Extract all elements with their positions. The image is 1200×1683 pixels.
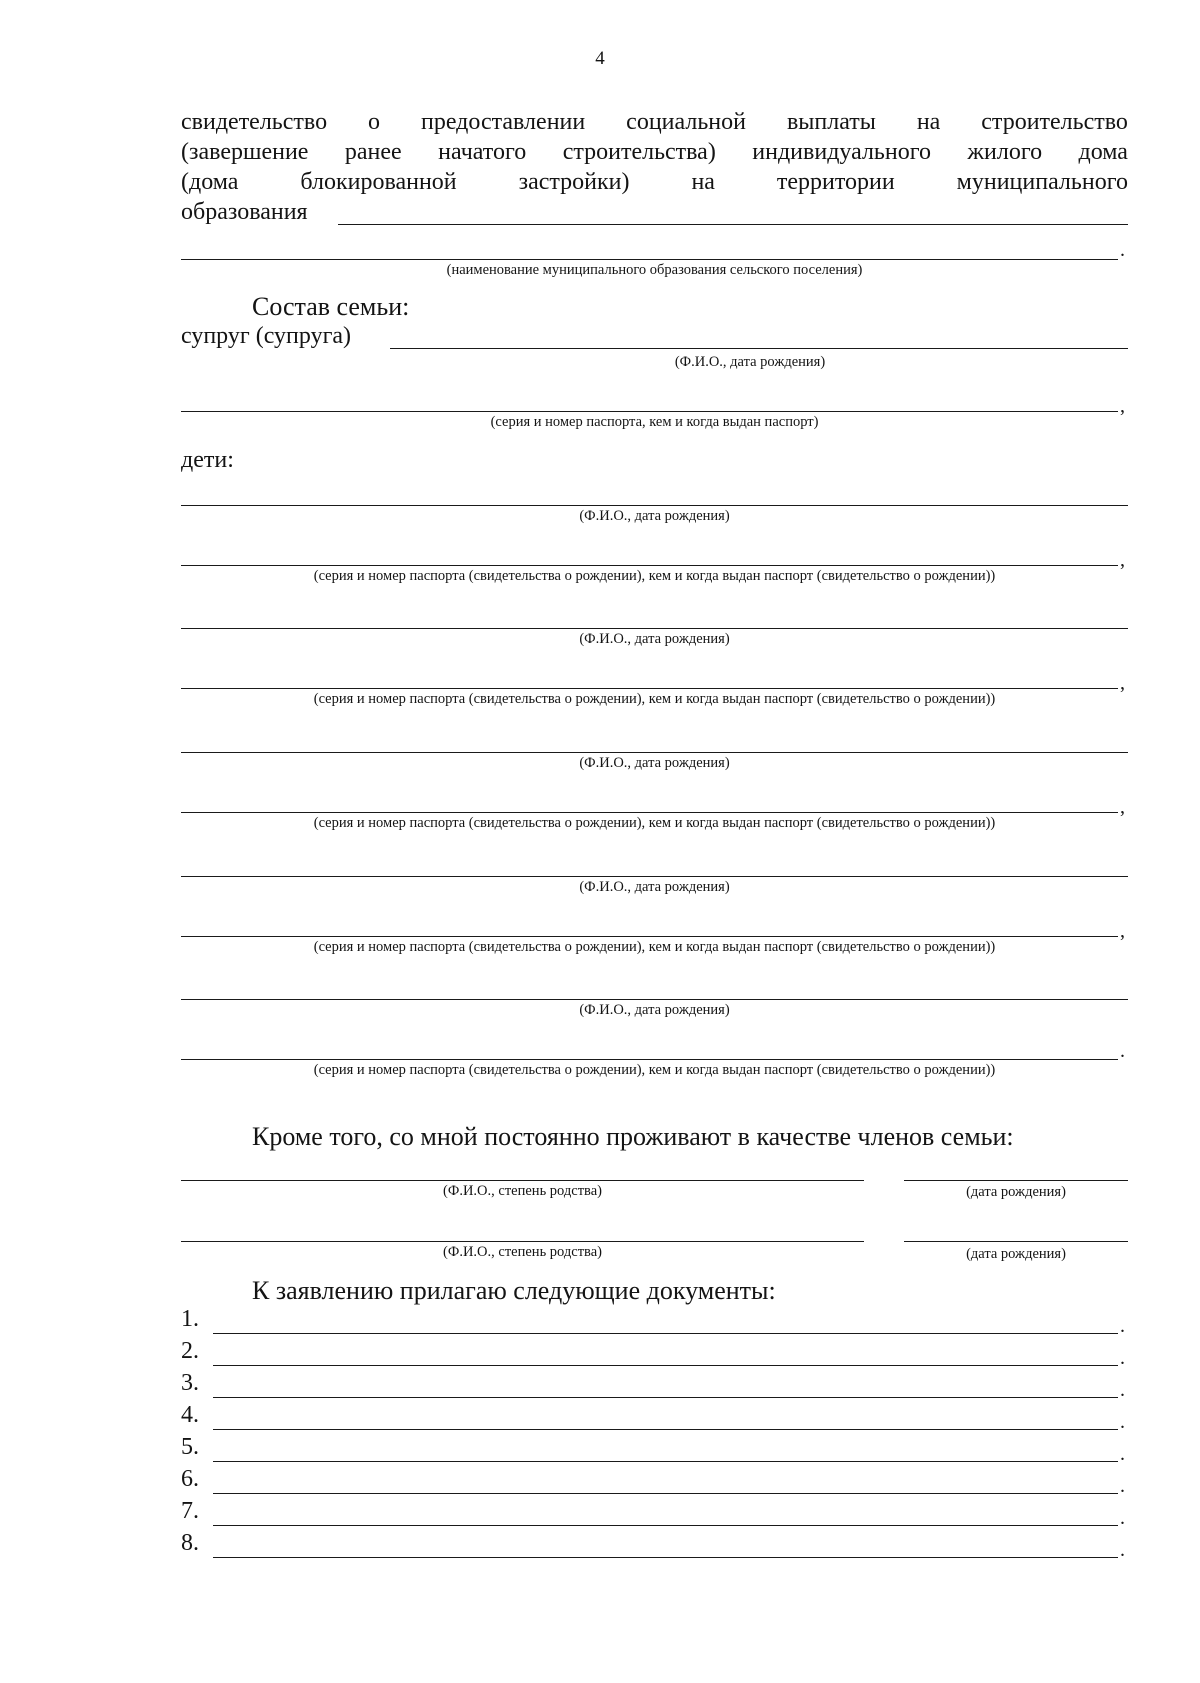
intro-word: строительства) (562, 139, 716, 165)
child-name-line[interactable] (181, 505, 1128, 506)
intro-line-1 (181, 108, 1128, 136)
child-document-line[interactable] (181, 1059, 1118, 1060)
child-document-caption: (серия и номер паспорта (свидетельства о рождении), кем и когда выдан паспорт (свидетельство о рождении)) (313, 1062, 996, 1078)
child-document-line[interactable] (181, 688, 1118, 689)
intro-word: муниципального (956, 169, 1128, 195)
intro-word: строительство (981, 109, 1128, 135)
child-document-line[interactable] (181, 936, 1118, 937)
intro-word: (завершение (181, 139, 309, 165)
attachment-line[interactable] (213, 1493, 1118, 1494)
attachment-line[interactable] (213, 1397, 1118, 1398)
period-mark: . (1120, 239, 1125, 261)
comma-mark: , (1120, 920, 1125, 942)
other-member-name-caption: (Ф.И.О., степень родства) (443, 1183, 602, 1199)
child-name-line[interactable] (181, 752, 1128, 753)
child-name-caption: (Ф.И.О., дата рождения) (579, 755, 730, 771)
children-label: дети: (181, 447, 234, 473)
intro-word: дома (1078, 139, 1128, 165)
child-name-caption: (Ф.И.О., дата рождения) (579, 1002, 730, 1018)
child-document-line[interactable] (181, 565, 1118, 566)
municipality-field-line-2[interactable] (181, 259, 1118, 260)
child-document-line[interactable] (181, 812, 1118, 813)
other-member-name-line[interactable] (181, 1241, 864, 1242)
attachment-number: 6. (181, 1466, 199, 1492)
intro-word: застройки) (518, 169, 630, 195)
attachment-number: 3. (181, 1370, 199, 1396)
spouse-passport-line[interactable] (181, 411, 1118, 412)
comma-mark: , (1120, 672, 1125, 694)
child-name-line[interactable] (181, 999, 1128, 1000)
child-name-caption: (Ф.И.О., дата рождения) (579, 879, 730, 895)
intro-line-4: образования (181, 199, 308, 225)
other-member-name-caption: (Ф.И.О., степень родства) (443, 1244, 602, 1260)
child-document-caption: (серия и номер паспорта (свидетельства о рождении), кем и когда выдан паспорт (свидетельство о рождении)) (313, 568, 996, 584)
period-mark: . (1120, 1411, 1125, 1433)
child-document-caption: (серия и номер паспорта (свидетельства о рождении), кем и когда выдан паспорт (свидетельство о рождении)) (313, 939, 996, 955)
period-mark: . (1120, 1347, 1125, 1369)
municipality-caption: (наименование муниципального образования сельского поселения) (446, 262, 863, 278)
others-heading: Кроме того, со мной постоянно проживают в качестве членов семьи: (252, 1122, 1014, 1151)
spouse-label: супруг (супруга) (181, 323, 352, 349)
comma-mark: , (1120, 395, 1125, 417)
child-name-line[interactable] (181, 628, 1128, 629)
intro-word: на (916, 109, 941, 135)
attachment-line[interactable] (213, 1461, 1118, 1462)
spouse-name-line[interactable] (390, 348, 1128, 349)
period-mark: . (1120, 1539, 1125, 1561)
attachment-line[interactable] (213, 1557, 1118, 1558)
intro-word: блокированной (300, 169, 457, 195)
intro-word: территории (776, 169, 895, 195)
period-mark: . (1120, 1315, 1125, 1337)
intro-word: начатого (438, 139, 527, 165)
intro-word: (дома (181, 169, 239, 195)
attachment-number: 2. (181, 1338, 199, 1364)
other-member-date-line[interactable] (904, 1180, 1128, 1181)
period-mark: . (1120, 1475, 1125, 1497)
spouse-name-caption: (Ф.И.О., дата рождения) (674, 354, 826, 370)
family-heading: Состав семьи: (252, 292, 410, 321)
attachment-number: 1. (181, 1306, 199, 1332)
other-member-date-caption: (дата рождения) (966, 1184, 1066, 1200)
child-name-caption: (Ф.И.О., дата рождения) (579, 508, 730, 524)
intro-word: индивидуального (752, 139, 931, 165)
comma-mark: , (1120, 796, 1125, 818)
child-document-caption: (серия и номер паспорта (свидетельства о рождении), кем и когда выдан паспорт (свидетельство о рождении)) (313, 691, 996, 707)
spouse-passport-caption: (серия и номер паспорта, кем и когда выдан паспорт) (490, 414, 819, 430)
attachment-line[interactable] (213, 1429, 1118, 1430)
intro-word: на (691, 169, 715, 195)
child-name-line[interactable] (181, 876, 1128, 877)
child-name-caption: (Ф.И.О., дата рождения) (579, 631, 730, 647)
intro-word: жилого (967, 139, 1043, 165)
attachment-line[interactable] (213, 1365, 1118, 1366)
attachment-line[interactable] (213, 1525, 1118, 1526)
intro-word: свидетельство (181, 109, 328, 135)
period-mark: . (1120, 1507, 1125, 1529)
other-member-name-line[interactable] (181, 1180, 864, 1181)
municipality-field-line[interactable] (338, 224, 1128, 225)
intro-line-2 (181, 138, 1128, 166)
attachment-number: 8. (181, 1530, 199, 1556)
period-mark: . (1120, 1040, 1125, 1062)
period-mark: . (1120, 1443, 1125, 1465)
attachment-number: 7. (181, 1498, 199, 1524)
intro-line-3 (181, 168, 1128, 196)
page-number: 4 (595, 48, 605, 69)
attachment-number: 4. (181, 1402, 199, 1428)
comma-mark: , (1120, 549, 1125, 571)
period-mark: . (1120, 1379, 1125, 1401)
other-member-date-line[interactable] (904, 1241, 1128, 1242)
intro-word: выплаты (786, 109, 876, 135)
intro-word: социальной (626, 109, 746, 135)
child-document-caption: (серия и номер паспорта (свидетельства о рождении), кем и когда выдан паспорт (свидетельство о рождении)) (313, 815, 996, 831)
attachments-heading: К заявлению прилагаю следующие документы: (252, 1276, 776, 1305)
intro-word: предоставлении (420, 109, 586, 135)
attachment-number: 5. (181, 1434, 199, 1460)
other-member-date-caption: (дата рождения) (966, 1246, 1066, 1262)
attachment-line[interactable] (213, 1333, 1118, 1334)
intro-word: о (368, 109, 381, 135)
intro-word: ранее (344, 139, 402, 165)
